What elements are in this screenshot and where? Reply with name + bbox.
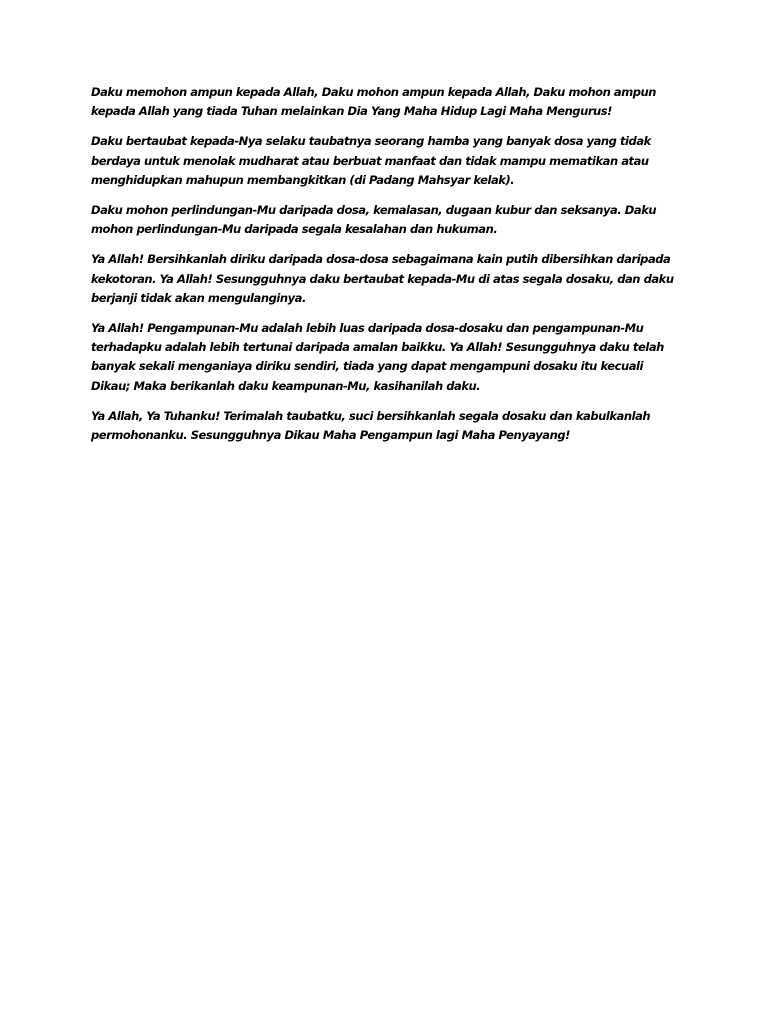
paragraph-taubat: Daku bertaubat kepada-Nya selaku taubatnya seorang hamba yang banyak dosa yang tidak berdaya untuk menolak mudharat atau berbuat manfaat dan tidak mampu mematikan atau menghidupkan mahupun membangkitkan (di Padang Mahsyar kelak). <box>91 134 651 187</box>
document-page <box>91 83 681 456</box>
paragraph-pengampunan: Ya Allah! Pengampunan-Mu adalah lebih luas daripada dosa-dosaku dan pengampunan-Mu terhadapku adalah lebih tertunai daripada amalan baikku. Ya Allah! Sesungguhnya daku telah banyak sekali menganiaya diriku sendiri, tiada yang dapat mengampuni dosaku itu kecuali Dikau; Maka berikanlah daku keampunan-Mu, kasihanilah daku. <box>91 321 664 393</box>
paragraph-istighfar: Daku memohon ampun kepada Allah, Daku mohon ampun kepada Allah, Daku mohon ampun kepada Allah yang tiada Tuhan melainkan Dia Yang Maha Hidup Lagi Maha Mengurus! <box>91 85 657 119</box>
paragraph-bersihkan: Ya Allah! Bersihkanlah diriku daripada dosa-dosa sebagaimana kain putih dibersihkan daripada kekotoran. Ya Allah! Sesungguhnya daku bertaubat kepada-Mu di atas segala dosaku, dan daku berjanji tidak akan mengulanginya. <box>91 252 674 305</box>
paragraph-terimalah: Ya Allah, Ya Tuhanku! Terimalah taubatku, suci bersihkanlah segala dosaku dan kabulkanlah permohonanku. Sesungguhnya Dikau Maha Pengampun lagi Maha Penyayang! <box>91 408 651 443</box>
paragraph-perlindungan: Daku mohon perlindungan-Mu daripada dosa, kemalasan, dugaan kubur dan seksanya. Daku mohon perlindungan-Mu daripada segala kesalahan dan hukuman. <box>91 203 657 237</box>
